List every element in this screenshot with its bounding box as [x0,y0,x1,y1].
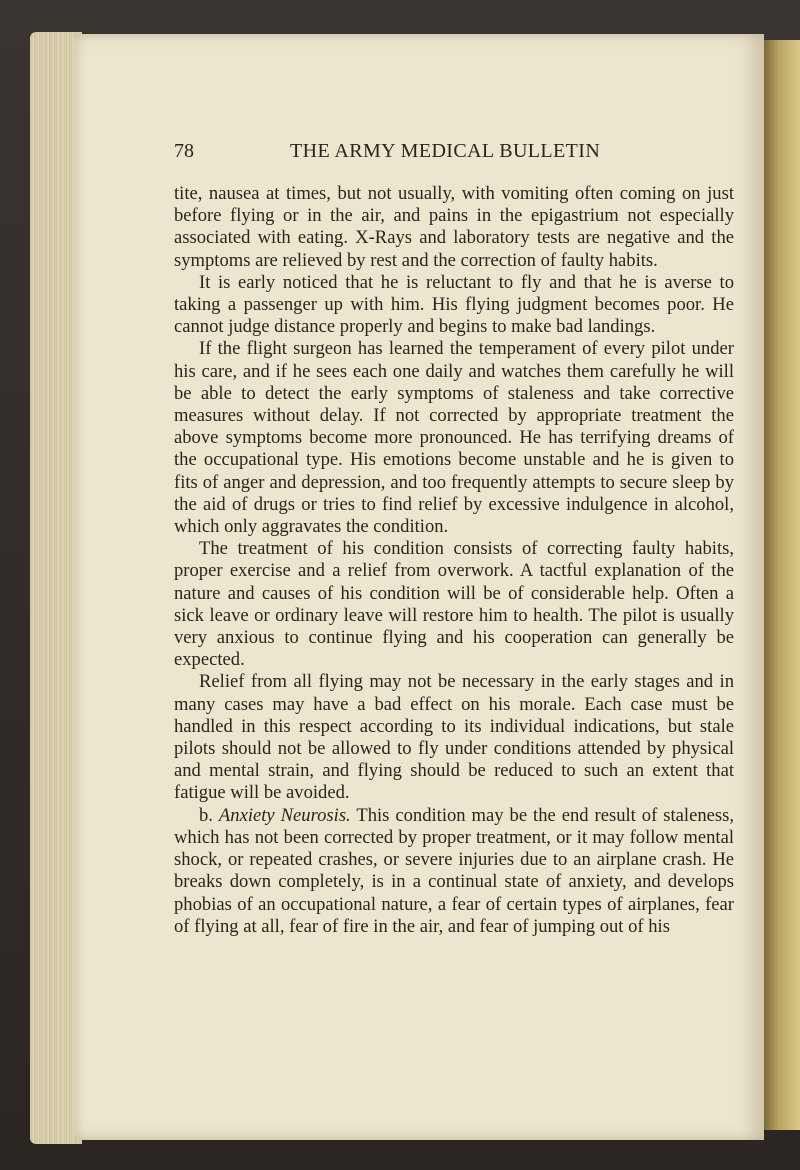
paragraph-3: If the flight surgeon has learned the temperament of every pilot under his care, and if he sees each one daily and watches them carefully he will be able to detect the early symptoms of staleness and take corrective measures without delay. If not corrected by appropriate treatment the above symptoms become more pronounced. He has terrifying dreams of the occupational type. His emotions become unstable and he is given to fits of anger and depression, and too frequently attempts to secure sleep by the aid of drugs or tries to find relief by excessive indulgence in alcohol, which only aggravates the condition. [174,338,734,538]
book-cover-edge [764,40,800,1130]
section-heading: Anxiety Neurosis. [218,804,351,826]
running-title: THE ARMY MEDICAL BULLETIN [290,140,601,162]
paragraph-6-text: This condition may be the end result of staleness, which has not been corrected by proper treatment, or it may follow mental shock, or repeated crashes, or severe injuries due to an airplane crash. He breaks down completely, is in a continual state of anxiety, and develops phobias of an occupational nature, a fear of certain types of airplanes, fear of flying at all, fear of fire in the air, and fear of jumping out of his [174,804,735,937]
paragraph-2: It is early noticed that he is reluctant to fly and that he is averse to taking a passenger up with him. His flying judgment becomes poor. He cannot judge distance properly and begins to make bad landings. [174,271,734,338]
paragraph-5: Relief from all flying may not be necessary in the early stages and in many cases may have a bad effect on his morale. Each case must be handled in this respect according to its individual indications, but stale pilots should not be allowed to fly under conditions attended by physical and mental strain, and flying should be reduced to such an extent that fatigue will be avoided. [174,671,734,804]
section-marker: b. [199,804,219,826]
paragraph-1: tite, nausea at times, but not usually, with vomiting often coming on just before flying or in the air, and pains in the epigastrium not especially associated with eating. X-Rays and laboratory tests are negative and the symptoms are relieved by rest and the correction of faulty habits. [174,183,734,271]
paragraph-6 [174,805,734,938]
text-body [174,183,734,938]
paragraph-4: The treatment of his condition consists of correcting faulty habits, proper exercise and a relief from overwork. A tactful explanation of the nature and causes of his condition will be of considerable help. Often a sick leave or ordinary leave will restore him to health. The pilot is usually very anxious to continue flying and his cooperation can generally be expected. [174,538,734,671]
running-head [174,140,696,170]
page-number: 78 [174,140,194,162]
